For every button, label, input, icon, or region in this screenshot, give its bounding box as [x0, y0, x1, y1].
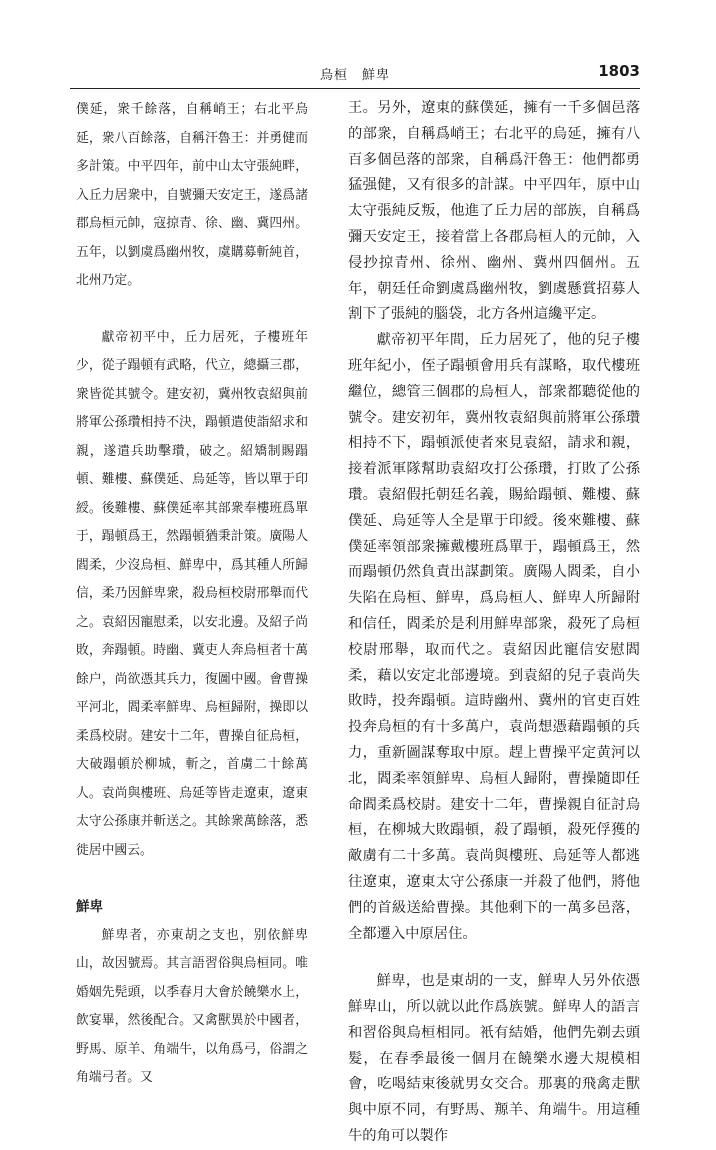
paragraph-gap: [348, 947, 640, 969]
running-title: 烏桓 鮮卑: [319, 68, 390, 83]
page-header: [70, 62, 640, 86]
original-text-column: [76, 96, 308, 1085]
translation-paragraph: 獻帝初平年間，丘力居死了，他的兒子樓班年紀小，侄子蹋頓會用兵有謀略，取代樓班繼位，總管三個郡的烏桓人，部衆都聽從他的號令。建安初年，冀州牧袁紹與前將軍公孫瓚相持不下，蹋頓派使者來見袁紹，請求和親，接着派軍隊幫助袁紹攻打公孫瓚，打敗了公孫瓚。袁紹假托朝廷名義，賜給蹋頓、難樓、蘇僕延、烏延等人全是單于印綬。後來難樓、蘇僕延率領部衆擁戴樓班爲單于，蹋頓爲王，然而蹋頓仍然負責出謀劃策。廣陽人閻柔，自小失陷在烏桓、鮮卑，爲烏桓人、鮮卑人所歸附和信任，閻柔於是利用鮮卑部衆，殺死了烏桓校尉邢舉，取而代之。袁紹因此寵信安慰閻柔，藉以安定北部邊境。到袁紹的兒子袁尚失敗時，投奔蹋頓。這時幽州、冀州的官吏百姓投奔烏桓的有十多萬户，袁尚想憑藉蹋頓的兵力，重新圖謀奪取中原。趕上曹操平定黄河以北，閻柔率領鮮卑、烏桓人歸附，曹操隨即任命閻柔爲校尉。建安十二年，曹操親自征討烏桓，在柳城大敗蹋頓，殺了蹋頓，殺死俘獲的敵虜有二十多萬。袁尚與樓班、烏延等人都逃往遼東，遼東太守公孫康一并殺了他們，將他們的首級送給曹操。其他剩下的一萬多邑落，全都遷入中原居住。: [348, 332, 640, 942]
translation-column: [348, 96, 640, 1145]
original-paragraph: 鮮卑者，亦東胡之支也，别依鮮卑山，故因號焉。其言語習俗與烏桓同。唯婚姻先髡頭，以季春月大會於饒樂水上，飲宴畢，然後配合。又禽獸異於中國者，野馬、原羊、角端牛，以角爲弓，俗謂之角端弓者。又: [76, 927, 308, 1085]
original-paragraph: 僕延，衆千餘落，自稱峭王；右北平烏延，衆八百餘落，自稱汗魯王：并勇健而多計策。中平四年，前中山太守張純畔，入丘力居衆中，自號彌天安定王，遂爲諸郡烏桓元帥，寇掠青、徐、幽、冀四州。五年，以劉虞爲幽州牧，虞購募斬純首，北州乃定。: [76, 102, 308, 288]
original-paragraph: 獻帝初平中，丘力居死，子樓班年少，從子蹋頓有武略，代立，總攝三郡，衆皆從其號令。建安初，冀州牧袁紹與前將軍公孫瓚相持不決，蹋頓遣使詣紹求和親，遂遣兵助擊瓚，破之。紹矯制賜蹋頓、難樓、蘇僕延、烏延等，皆以單于印綬。後難樓、蘇僕延率其部衆奉樓班爲單于，蹋頓爲王，然蹋頓猶秉計策。廣陽人閻柔，少沒烏桓、鮮卑中，爲其種人所歸信，柔乃因鮮卑衆，殺烏桓校尉邢舉而代之。袁紹因寵慰柔，以安北邊。及紹子尚敗，奔蹋頓。時幽、冀吏人奔烏桓者十萬餘户，尚欲憑其兵力，復圖中國。會曹操平河北，閻柔率鮮卑、烏桓歸附，操即以柔爲校尉。建安十二年，曹操自征烏桓，大破蹋頓於柳城，斬之，首虜二十餘萬人。袁尚與樓班、烏延等皆走遼東，遼東太守公孫康并斬送之。其餘衆萬餘落，悉徙居中國云。: [76, 329, 308, 858]
section-heading: 鮮卑: [76, 899, 103, 915]
header-rule: [70, 88, 640, 89]
paragraph-gap: [76, 865, 308, 893]
translation-paragraph: 王。另外，遼東的蘇僕延，擁有一千多個邑落的部衆，自稱爲峭王；右北平的烏延，擁有八百多個邑落的部衆，自稱爲汗魯王：他們都勇猛强健，又有很多的計謀。中平四年，原中山太守張純反叛，他進了丘力居的部族，自稱爲彌天安定王，接着當上各郡烏桓人的元帥，入侵抄掠青州、徐州、幽州、冀州四個州。五年，朝廷任命劉虞爲幽州牧，劉虞懸賞招募人割下了張純的腦袋，北方各州這纔平定。: [348, 100, 640, 323]
page-number: 1803: [598, 62, 640, 80]
translation-paragraph: 鮮卑，也是東胡的一支，鮮卑人另外依憑鮮卑山，所以就以此作爲族號。鮮卑人的語言和習俗與烏桓相同。衹有結婚，他們先剃去頭髮，在春季最後一個月在饒樂水邊大規模相會，吃喝結束後就男女交合。那裏的飛禽走獸與中原不同，有野馬、羱羊、角端牛。用這種牛的角可以製作: [348, 973, 640, 1145]
paragraph-gap: [76, 296, 308, 324]
